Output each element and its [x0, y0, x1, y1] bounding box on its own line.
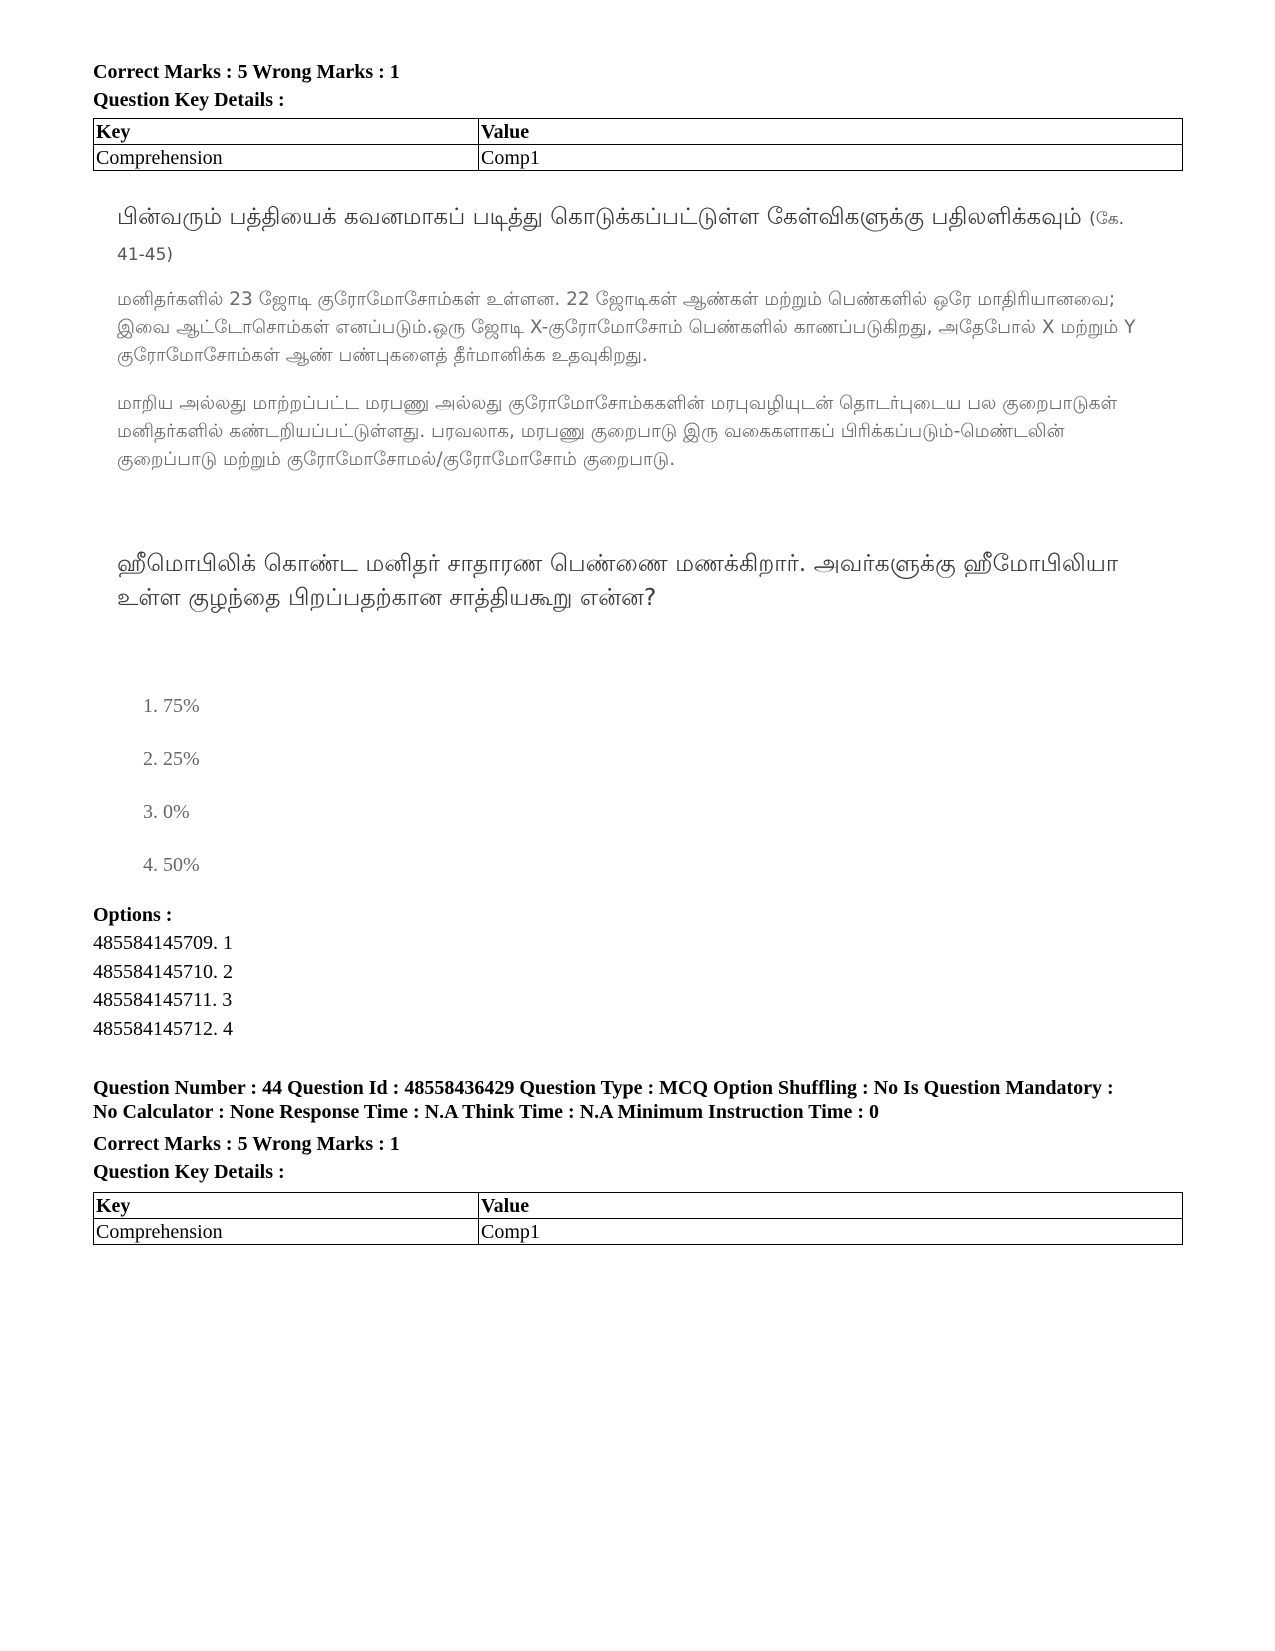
choice-4: 4. 50% — [143, 854, 200, 876]
option-id-1: 485584145709. 1 — [93, 932, 233, 954]
table-cell-key: Comprehension — [94, 1219, 479, 1245]
option-id-4: 485584145712. 4 — [93, 1018, 233, 1040]
table-row — [94, 1219, 1183, 1245]
question-image — [117, 200, 1157, 614]
question-key-details-label: Question Key Details : — [93, 89, 285, 111]
option-id-2: 485584145710. 2 — [93, 961, 233, 983]
options-label: Options : — [93, 904, 173, 926]
table-header-key: Key — [94, 1193, 479, 1219]
question-44-header-line-1: Question Number : 44 Question Id : 48558436429 Question Type : MCQ Option Shuffling : No Is Question Mandatory : — [93, 1077, 1114, 1099]
question-text: ஹீமொபிலிக் கொண்ட மனிதர் சாதாரண பெண்ணை மணக்கிறார். அவர்களுக்கு ஹீமோபிலியா உள்ள குழந்தை பிறப்பதற்கான சாத்தியகூறு என்ன? — [117, 549, 1119, 611]
table-cell-key: Comprehension — [94, 145, 479, 171]
table-header-value: Value — [479, 1193, 1183, 1219]
passage-paragraph-2: மாறிய அல்லது மாற்றப்பட்ட மரபணு அல்லது குரோமோசோம்ககளின் மரபுவழியுடன் தொடர்புடைய பல குறைபாடுகள் மனிதர்களில் கண்டறியப்பட்டுள்ளது. பரவலாக, மரபணு குறைபாடு இரு வகைகளாகப் பிரிக்கப்படும்-மெண்டலின் குறைப்பாடு மற்றும் குரோமோசோமல்/குரோமோசோம் குறைபாடு. — [117, 393, 1118, 470]
key-value-table — [93, 118, 1183, 171]
option-id-3: 485584145711. 3 — [93, 989, 233, 1011]
question-44-marks-line: Correct Marks : 5 Wrong Marks : 1 — [93, 1133, 400, 1155]
table-header-row — [94, 1193, 1183, 1219]
table-row — [94, 145, 1183, 171]
question-44-key-value-table — [93, 1192, 1183, 1245]
table-header-value: Value — [479, 119, 1183, 145]
table-cell-value: Comp1 — [479, 1219, 1183, 1245]
passage-paragraph-1: மனிதர்களில் 23 ஜோடி குரோமோசோம்கள் உள்ளன. 22 ஜோடிகள் ஆண்கள் மற்றும் பெண்களில் ஒரே மாதிரியானவை; இவை ஆட்டோசொம்கள் எனப்படும்.ஒரு ஜோடி X-குரோமோசோம் பெண்களில் காணப்படுகிறது, அதேபோல் X மற்றும் Y குரோமோசோம்கள் ஆண் பண்புகளைத் தீர்மானிக்க உதவுகிறது. — [117, 289, 1136, 366]
instruction-range: (கே. 41-45) — [117, 209, 1125, 265]
table-cell-value: Comp1 — [479, 145, 1183, 171]
instruction-text — [117, 200, 1157, 272]
instruction-main: பின்வரும் பத்தியைக் கவனமாகப் படித்து கொடுக்கப்பட்டுள்ள கேள்விகளுக்கு பதிலளிக்கவும் — [117, 204, 1082, 230]
table-header-key: Key — [94, 119, 479, 145]
question-44-header-line-2: No Calculator : None Response Time : N.A Think Time : N.A Minimum Instruction Time : 0 — [93, 1101, 879, 1123]
question-44-key-details-label: Question Key Details : — [93, 1161, 285, 1183]
choice-1: 1. 75% — [143, 695, 200, 717]
correct-marks-line: Correct Marks : 5 Wrong Marks : 1 — [93, 61, 400, 83]
choice-2: 2. 25% — [143, 748, 200, 770]
table-header-row — [94, 119, 1183, 145]
choice-3: 3. 0% — [143, 801, 190, 823]
